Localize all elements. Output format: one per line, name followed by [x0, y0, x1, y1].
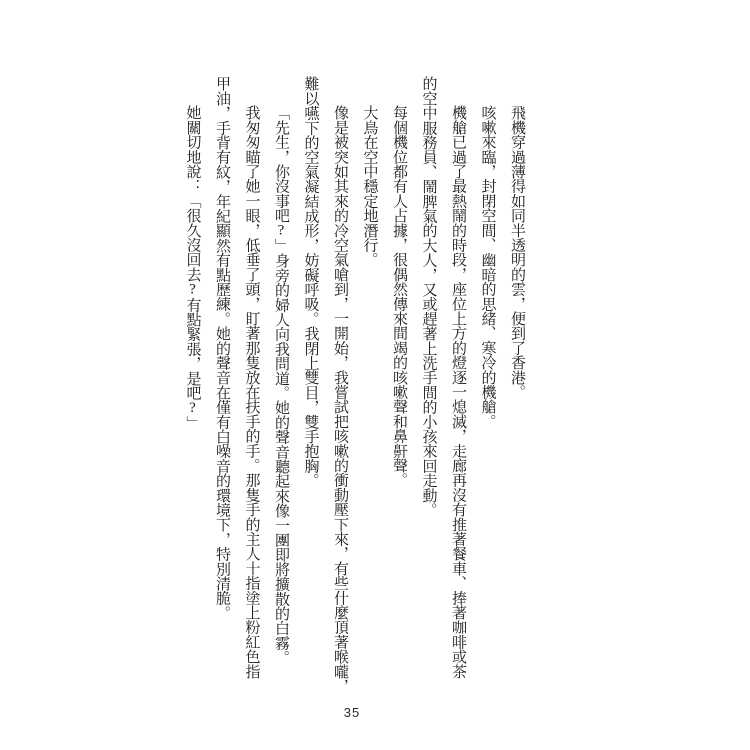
text-column: 咳嗽來臨，封閉空間、幽暗的思緒、寒冷的機艙。 — [479, 105, 496, 429]
text-column: 每個機位都有人占據，很偶然傳來間竭的咳嗽聲和鼻鼾聲。 — [391, 105, 407, 488]
text-column: 像是被突如其來的冷空氣嗆到，一開始，我嘗試把咳嗽的衝動壓下來，有些什麼頂著喉嚨， — [332, 105, 348, 694]
text-column: 我匆匆瞄了她一眼，低垂了頭，盯著那隻放在扶手的手。那隻手的主人十指塗上粉紅色指 — [243, 105, 260, 679]
text-column: 她關切地說：「很久沒回去?有點緊張，是吧?」 — [184, 105, 201, 431]
text-column: 的空中服務員、鬧脾氣的大人，又或趕著上洗手間的小孩來回走動。 — [420, 76, 437, 518]
vertical-text-block — [177, 76, 531, 731]
text-column: 甲油，手背有紋，年紀顯然有點歷練。她的聲音在僅有白噪音的環境下，特別清脆。 — [214, 76, 230, 620]
text-column: 難以嚥下的空氣凝結成形，妨礙呼吸。我閉上雙目，雙手抱胸。 — [302, 76, 319, 488]
text-column: 飛機穿過薄得如同半透明的雲，便到了香港。 — [509, 105, 525, 400]
text-column: 大鳥在空中穩定地潛行。 — [361, 105, 378, 267]
text-column: 「先生，你沒事吧?」身旁的婦人向我問道。她的聲音聽起來像一團即將擴散的白霧。 — [273, 105, 289, 665]
page-number: 35 — [343, 705, 361, 720]
text-column: 機艙已過了最熱鬧的時段，座位上方的燈逐一熄滅，走廊再沒有推著餐車、捧著咖啡或茶 — [450, 105, 466, 679]
